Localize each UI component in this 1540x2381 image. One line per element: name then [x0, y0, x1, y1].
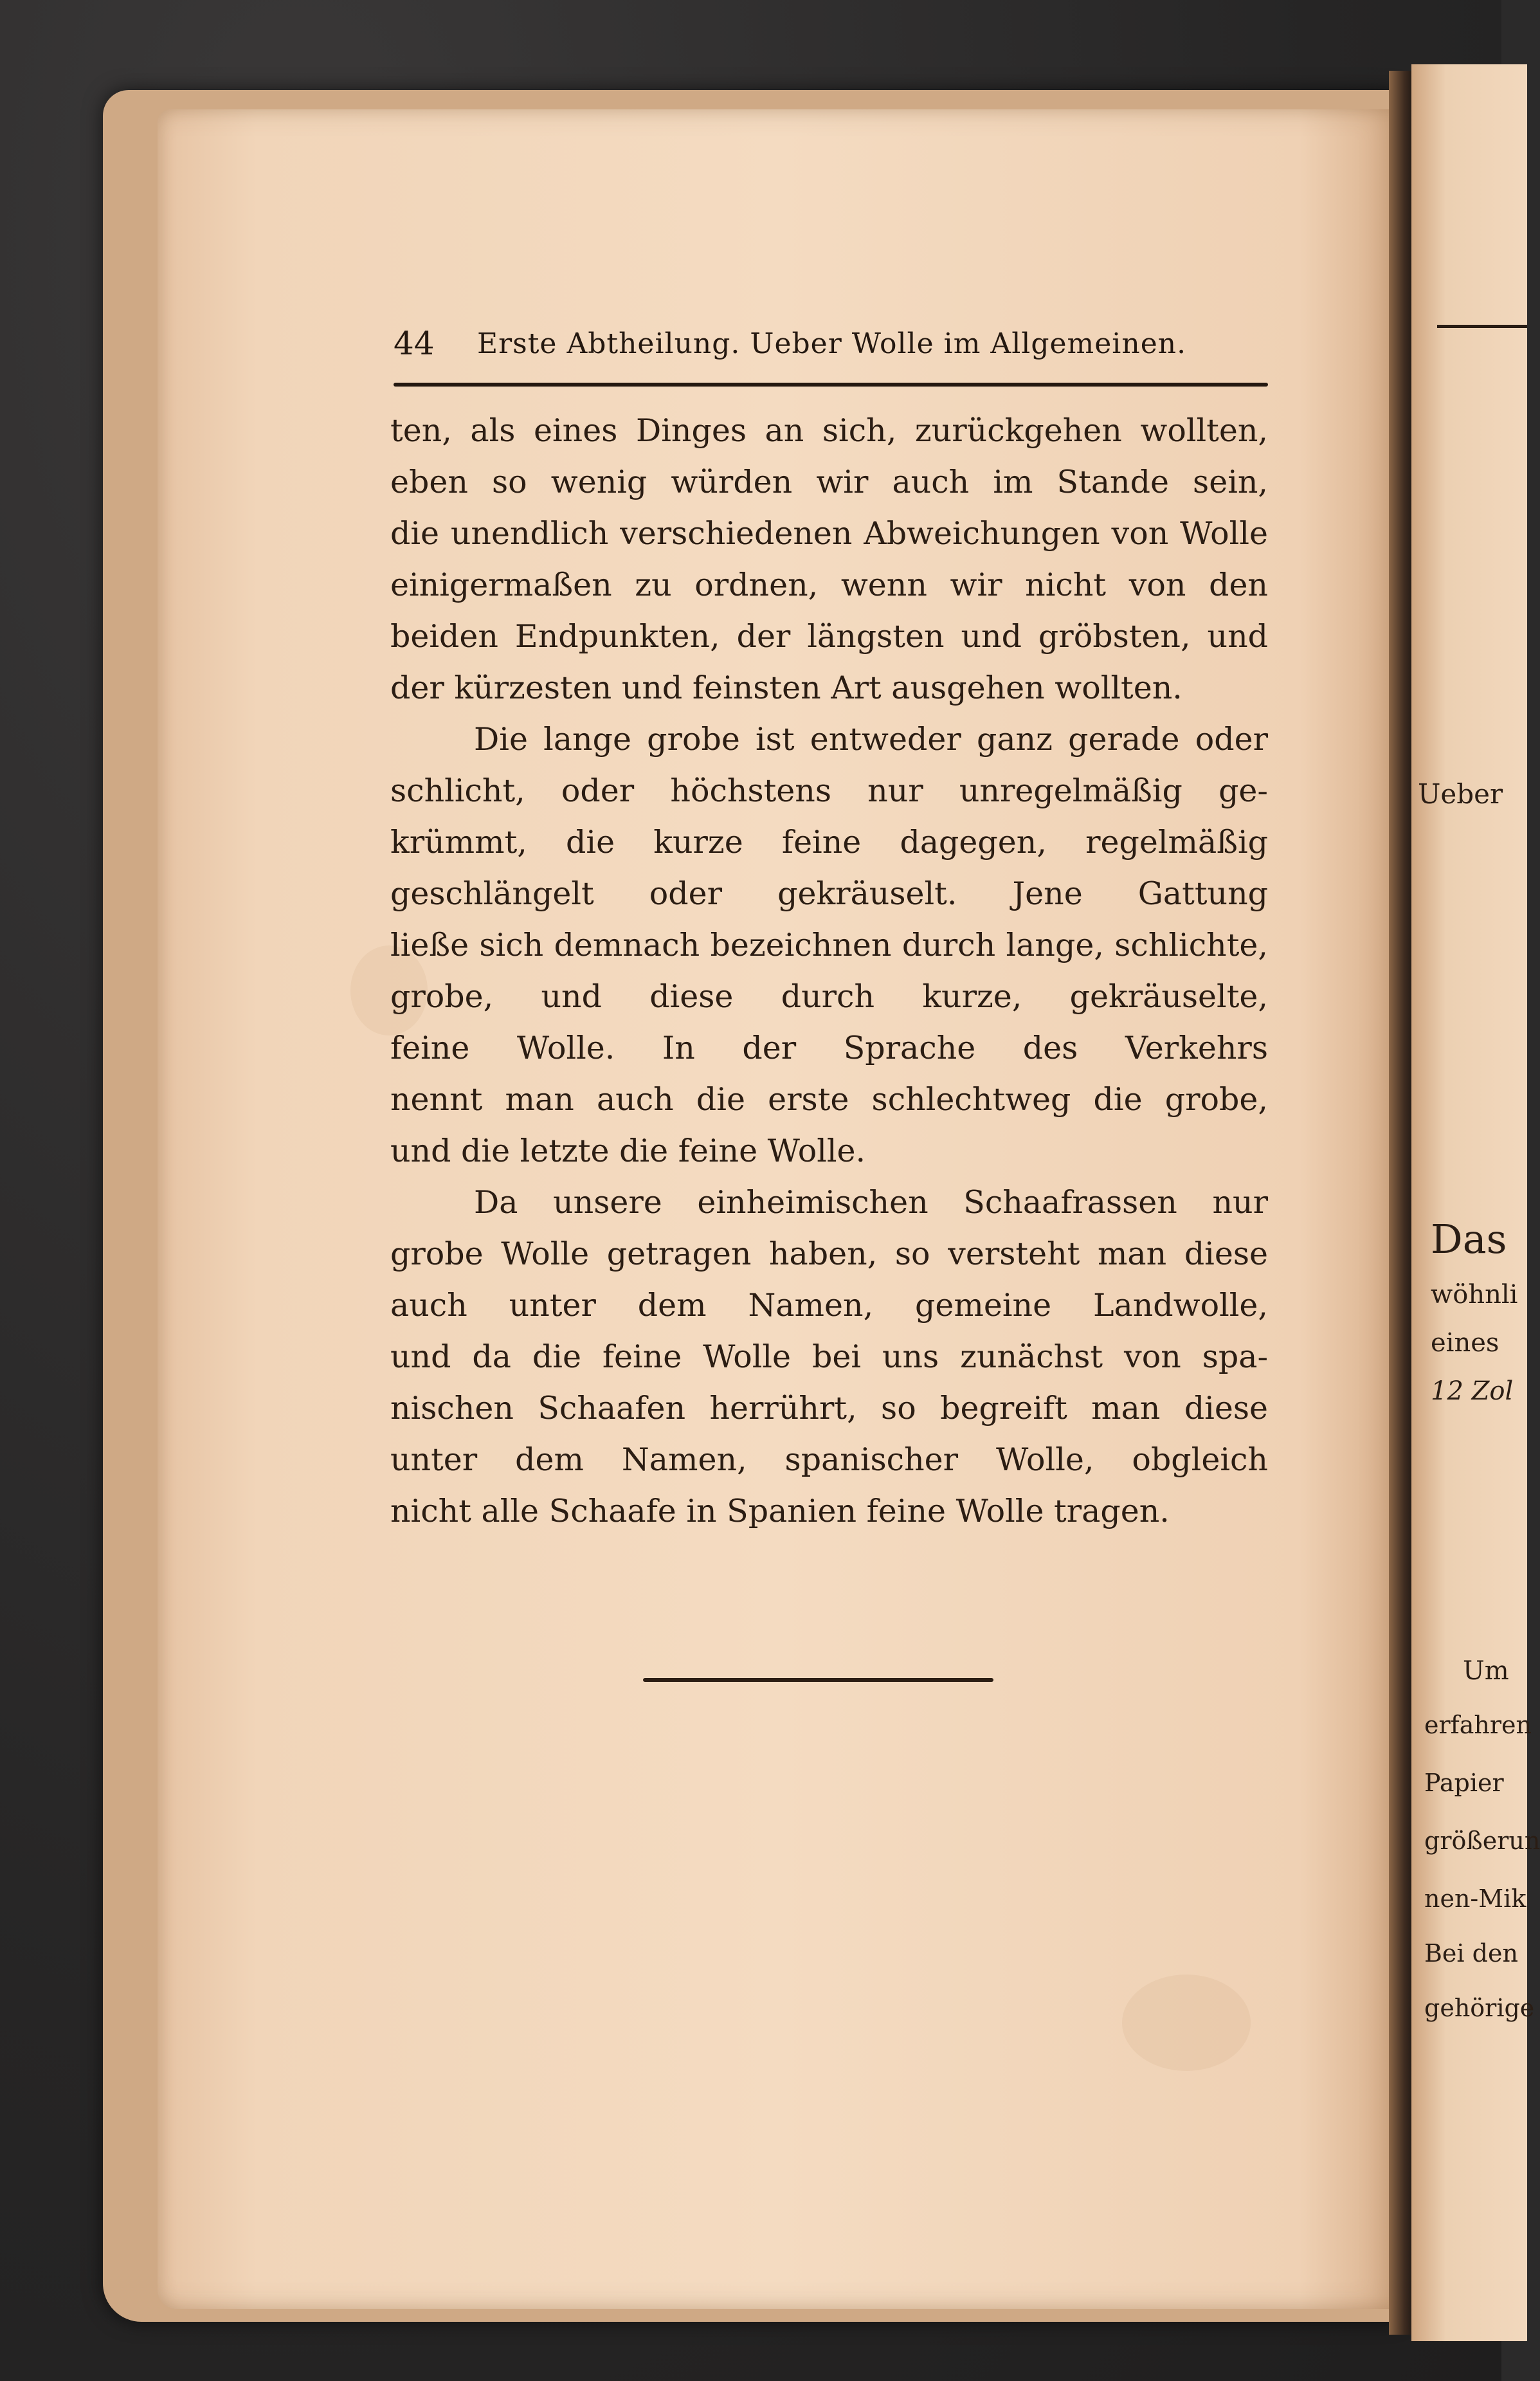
- text-line: und die letzte die feine Wolle.: [390, 1133, 866, 1169]
- text-line: ließe sich demnach bezeichnen durch lange, schlichte,: [390, 927, 1268, 963]
- running-title: Erste Abtheilung. Ueber Wolle im Allgemeinen.: [477, 327, 1187, 360]
- text-line: auch unter dem Namen, gemeine Landwolle,: [390, 1287, 1268, 1324]
- right-fragment: Bei den: [1424, 1939, 1518, 1967]
- text-line: die unendlich verschiedenen Abweichungen von Wolle: [390, 515, 1268, 552]
- text-line: geschlängelt oder gekräuselt. Jene Gattung: [390, 875, 1268, 912]
- end-rule: [643, 1678, 993, 1682]
- text-line: ten, als eines Dinges an sich, zurückgehen wollten,: [390, 412, 1268, 449]
- text-line: Die lange grobe ist entweder ganz gerade oder: [474, 721, 1268, 758]
- right-fragment: nen-Mik: [1424, 1884, 1526, 1913]
- right-fragment: größerun: [1424, 1827, 1540, 1855]
- right-fragment: 12 Zol: [1431, 1376, 1514, 1406]
- right-fragment: erfahren: [1424, 1711, 1532, 1739]
- right-fragment: gehörige: [1424, 1994, 1535, 2022]
- right-header-rule: [1437, 325, 1527, 328]
- right-fragment: eines: [1431, 1328, 1499, 1358]
- text-line: schlicht, oder höchstens nur unregelmäßig ge-: [390, 772, 1268, 809]
- text-line: unter dem Namen, spanischer Wolle, obgleich: [390, 1441, 1268, 1478]
- right-fragment: wöhnli: [1431, 1280, 1518, 1309]
- book-gutter: [1389, 71, 1415, 2335]
- text-line: einigermaßen zu ordnen, wenn wir nicht von den: [390, 567, 1268, 603]
- page-header: [394, 325, 1268, 370]
- text-line: grobe, und diese durch kurze, gekräuselte,: [390, 978, 1268, 1015]
- text-line: nennt man auch die erste schlechtweg die grobe,: [390, 1081, 1268, 1118]
- right-page: [1411, 64, 1540, 2341]
- right-fragment: Papier: [1424, 1769, 1504, 1797]
- text-line: und da die feine Wolle bei uns zunächst von spa-: [390, 1338, 1268, 1375]
- text-line: krümmt, die kurze feine dagegen, regelmäßig: [390, 824, 1268, 861]
- body-text: [390, 405, 1268, 1537]
- text-line: grobe Wolle getragen haben, so versteht man diese: [390, 1236, 1268, 1272]
- text-line: beiden Endpunkten, der längsten und gröbsten, und: [390, 618, 1268, 655]
- text-line: der kürzesten und feinsten Art ausgehen wollten.: [390, 670, 1182, 706]
- right-fragment: Das: [1431, 1216, 1507, 1263]
- text-line: nicht alle Schaafe in Spanien feine Wolle tragen.: [390, 1493, 1170, 1529]
- text-line: feine Wolle. In der Sprache des Verkehrs: [390, 1030, 1268, 1066]
- page-number: 44: [394, 325, 435, 362]
- paper-stain: [1122, 1975, 1251, 2071]
- right-fragment: Ueber: [1418, 778, 1503, 810]
- text-line: eben so wenig würden wir auch im Stande sein,: [390, 464, 1268, 500]
- text-line: Da unsere einheimischen Schaafrassen nur: [474, 1184, 1268, 1221]
- right-fragment: Um: [1463, 1656, 1509, 1686]
- header-rule: [394, 383, 1268, 387]
- text-line: nischen Schaafen herrührt, so begreift man diese: [390, 1390, 1268, 1427]
